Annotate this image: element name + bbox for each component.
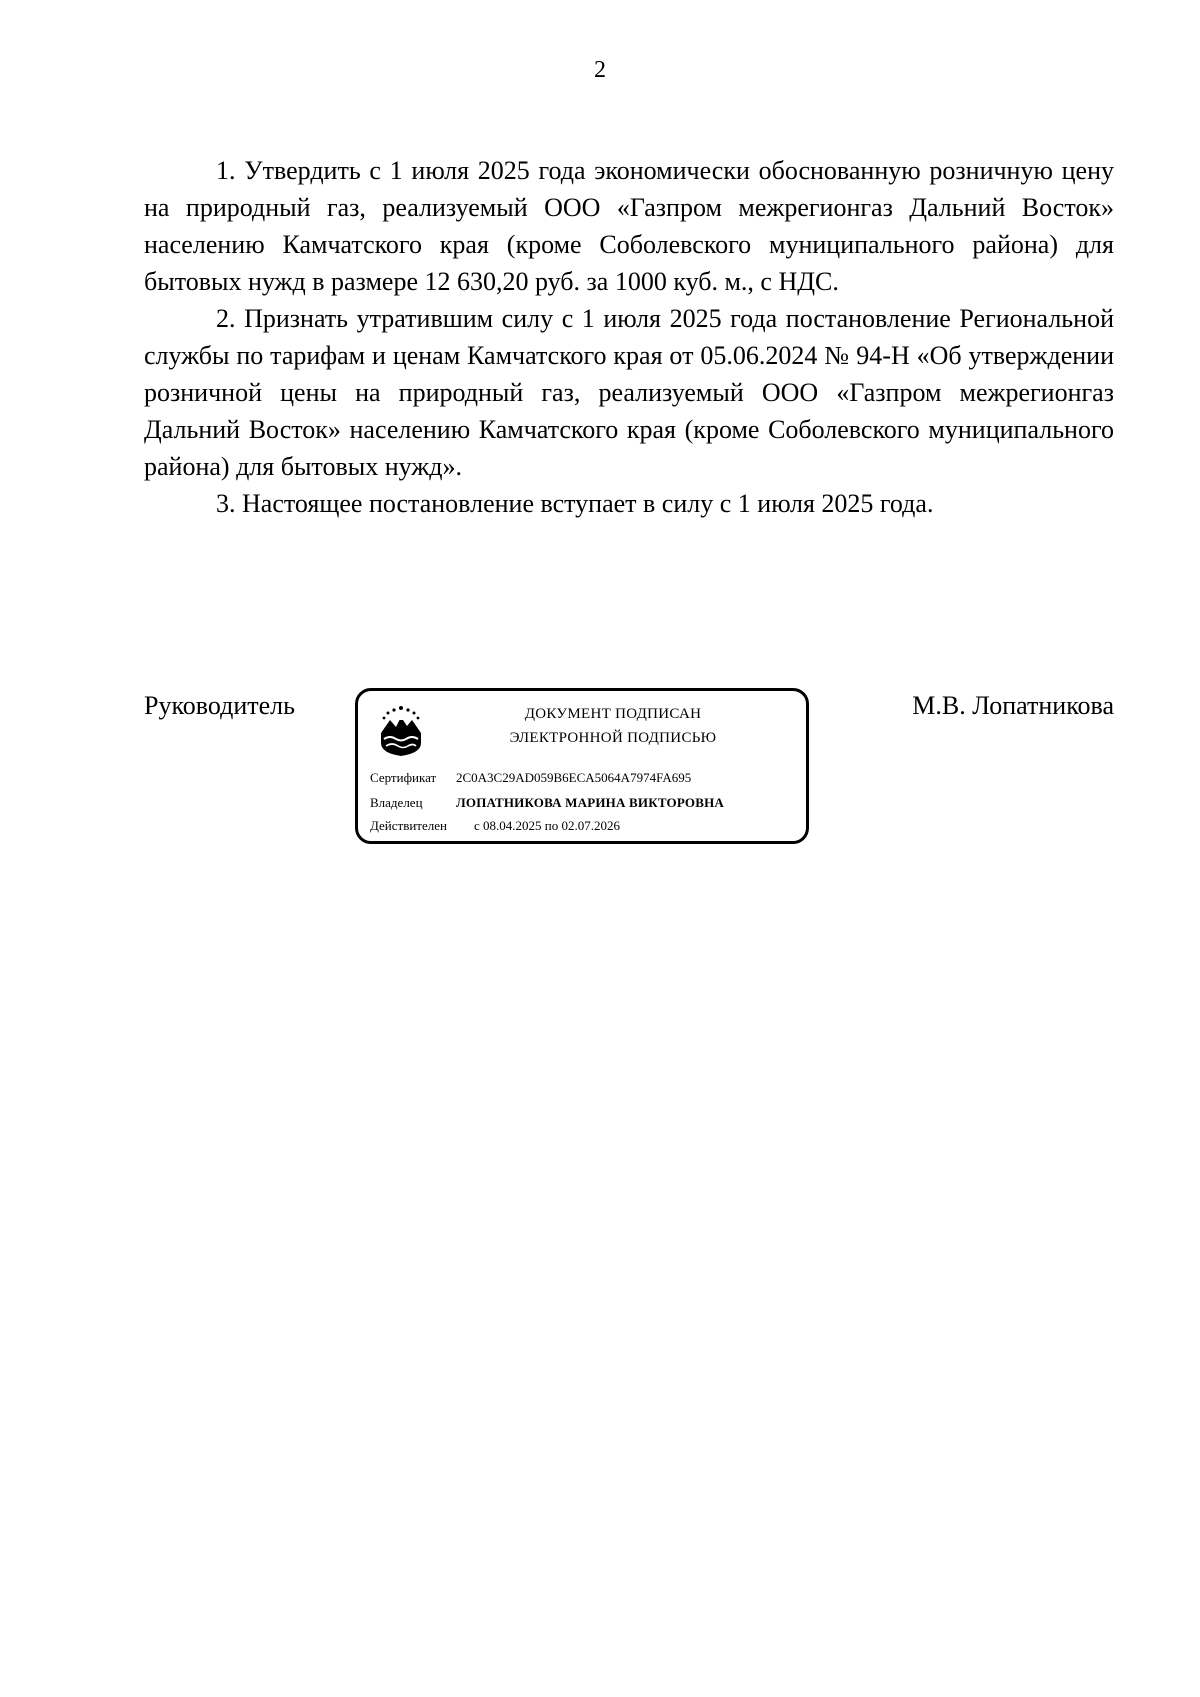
paragraph-2: 2. Признать утратившим силу с 1 июля 2025 года постановление Региональной службы по тарифам и ценам Камчатского края от 05.06.2024 № 94-Н «Об утверждении розничной цены на природный газ, реализуемый ООО «Газпром межрегионгаз Дальний Восток» населению Камчатского края (кроме Соболевского муниципального района) для бытовых нужд».: [144, 304, 1114, 481]
document-body: [144, 152, 1114, 522]
validity-label: Действителен: [370, 818, 447, 833]
kamchatka-emblem-icon: [376, 705, 426, 757]
signatory-name: М.В. Лопатникова: [912, 691, 1114, 720]
signatory-title: Руководитель: [144, 691, 295, 720]
certificate-value: 2C0A3C29AD059B6ECA5064A7974FA695: [456, 770, 692, 785]
stamp-validity-row: [370, 818, 620, 834]
owner-label: Владелец: [370, 795, 423, 810]
owner-value: ЛОПАТНИКОВА МАРИНА ВИКТОРОВНА: [456, 795, 724, 810]
stamp-heading-line2: ЭЛЕКТРОННОЙ ПОДПИСЬЮ: [509, 730, 717, 746]
page-number: 2: [594, 57, 606, 83]
stamp-heading: [438, 702, 788, 750]
electronic-signature-stamp: [355, 688, 809, 844]
certificate-label: Сертификат: [370, 770, 437, 785]
stamp-heading-line1: ДОКУМЕНТ ПОДПИСАН: [524, 706, 702, 722]
stamp-certificate-row: [370, 770, 691, 786]
paragraph-1: 1. Утвердить с 1 июля 2025 года экономически обоснованную розничную цену на природный газ, реализуемый ООО «Газпром межрегионгаз Дальний Восток» населению Камчатского края (кроме Соболевского муниципального района) для бытовых нужд в размере 12 630,20 руб. за 1000 куб. м., с НДС.: [144, 156, 1114, 296]
validity-value: с 08.04.2025 по 02.07.2026: [474, 818, 620, 833]
stamp-owner-row: [370, 795, 724, 811]
paragraph-3: 3. Настоящее постановление вступает в силу с 1 июля 2025 года.: [216, 489, 934, 518]
